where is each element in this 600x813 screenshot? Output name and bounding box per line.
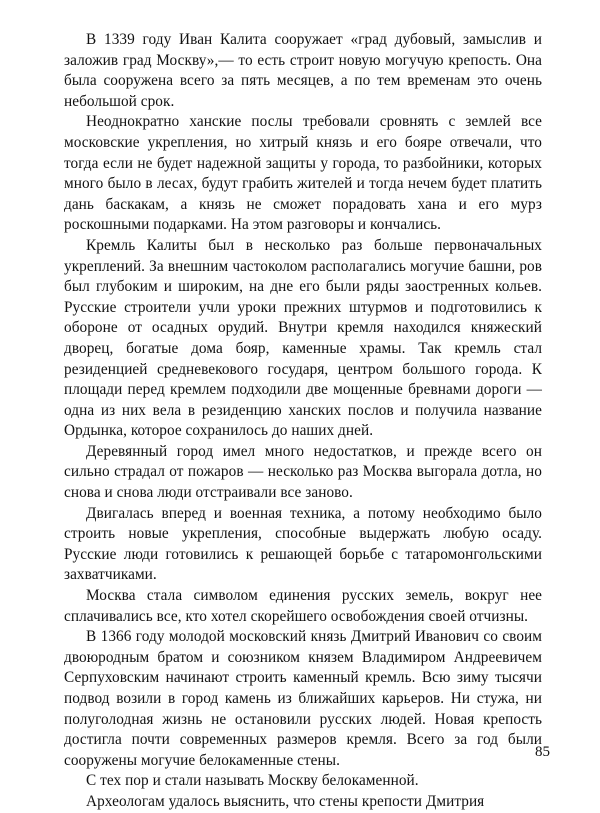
body-text xyxy=(64,30,542,813)
page-number: 85 xyxy=(535,744,550,760)
paragraph-wooden-city: Деревянный город имел много недостатков, и прежде всего он сильно страдал от пожаров — несколько раз Москва выгорала дотла, но снова и снова люди отстраивали все заново. xyxy=(64,442,542,502)
paragraph-moscow-symbol: Москва стала символом единения русских земель, вокруг нее сплачивались все, кто хотел скорейшего освобождения своей отчизны. xyxy=(64,587,542,625)
paragraph-khan-envoys: Неоднократно ханские послы требовали сровнять с землей все московские укрепления, но хитрый князь и его бояре отвечали, что тогда если не будет надежной защиты у города, то разбойники, которых много было в лесах, будут грабить жителей и тогда нечем будет платить дань баскакам, а князь не сможет порадовать хана и его мурз роскошными подарками. На этом разговоры и кончались. xyxy=(64,113,542,234)
paragraph-military-technology: Двигалась вперед и военная техника, а потому необходимо было строить новые укрепления, способные выдержать любую осаду. Русские люди готовились к решающей борьбе с татаромонгольскими захватчиками. xyxy=(64,504,542,584)
paragraph-archaeologists: Археологам удалось выяснить, что стены крепости Дмитрия xyxy=(86,792,485,810)
paragraph-kremlin-1339: В 1339 году Иван Калита сооружает «град дубовый, замыслив и заложив град Москву»,— то есть строит новую могучую крепость. Она была сооружена всего за пять месяцев, а по тем временам это очень небольшой срок. xyxy=(64,31,542,110)
paragraph-stone-kremlin-1366: В 1366 году молодой московский князь Дмитрий Иванович со своим двоюродным братом и союзником князем Владимиром Андреевичем Серпуховским начинают строить каменный кремль. Всю зиму тысячи подвод возили в город камень из ближайших карьеров. Ни стужа, ни полуголодная жизнь не остановили русских людей. Новая крепость достигла почти современных размеров кремля. Всего за год были сооружены могучие белокаменные стены. xyxy=(64,628,542,769)
paragraph-kalita-kremlin: Кремль Калиты был в несколько раз больше первоначальных укреплений. За внешним частоколом располагались могучие башни, ров был глубоким и широким, на дне его были ряды заостренных кольев. Русские строители учли уроки прежних штурмов и подготовились к обороне от осадных орудий. Внутри кремля находился княжеский дворец, богатые дома бояр, каменные храмы. Так кремль стал резиденцией средневекового государя, центром большого города. К площади перед кремлем подходили две мощенные бревнами дороги — одна из них вела в резиденцию ханских послов и получила название Ордынка, которое сохранилось до наших дней. xyxy=(64,236,542,440)
paragraph-white-stone: С тех пор и стали называть Москву белокаменной. xyxy=(86,772,419,790)
